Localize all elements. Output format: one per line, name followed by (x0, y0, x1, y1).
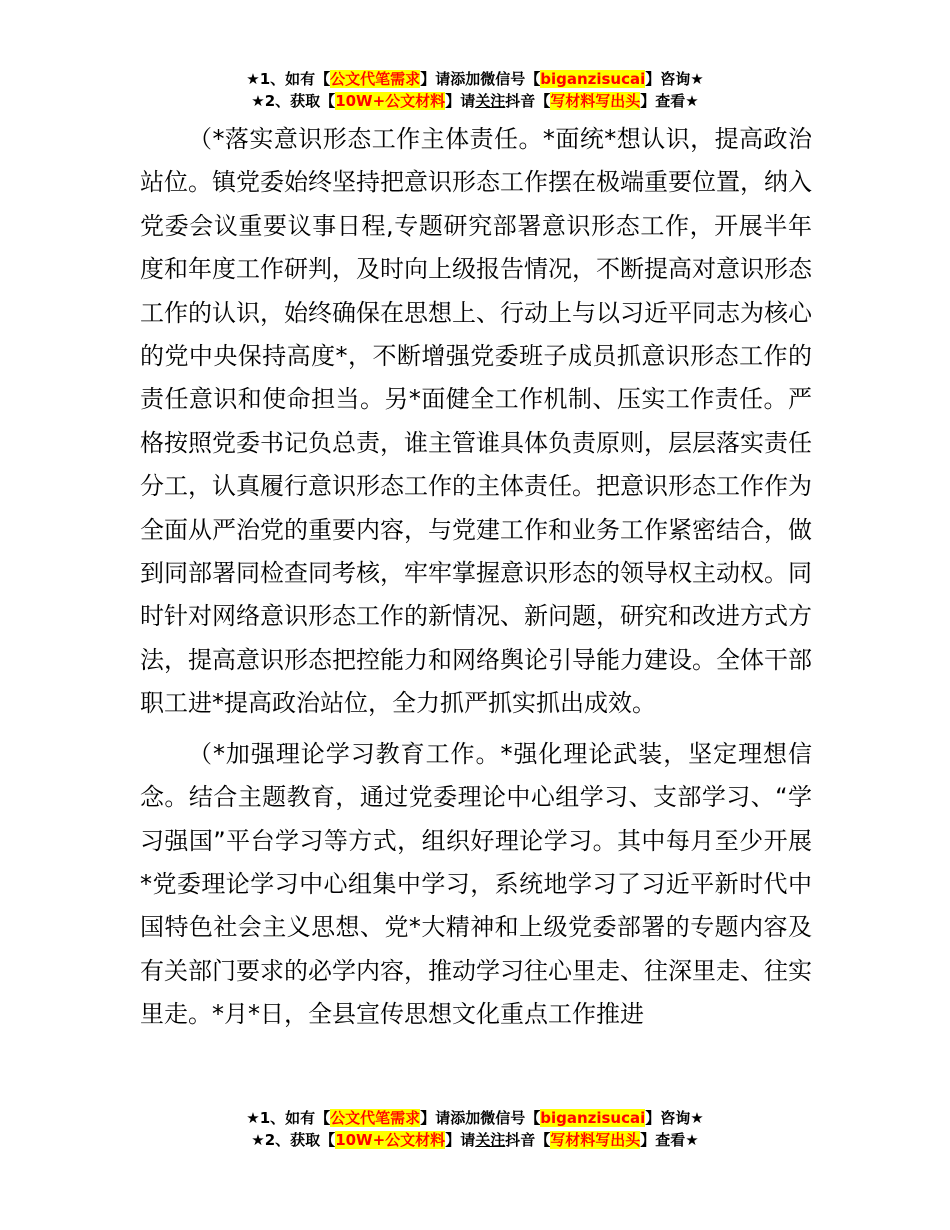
highlight-ghostwriting: 公文代笔需求 (330, 70, 421, 88)
header-banner-line-2 (0, 90, 950, 112)
highlight-ghostwriting: 公文代笔需求 (330, 1109, 421, 1127)
banner-text: 抖音【 (505, 1131, 551, 1149)
banner-text: 】查看★ (640, 92, 699, 110)
highlight-materials: 10W+公文材料 (335, 1131, 446, 1149)
banner-text: 】咨询★ (645, 70, 704, 88)
highlight-wechat-id: biganzisucai (540, 1109, 646, 1127)
header-banner (0, 68, 950, 112)
banner-text: 】请添加微信号【 (420, 70, 541, 88)
paragraph-ideology-responsibility: （*落实意识形态工作主体责任。*面统*想认识，提高政治站位。镇党委始终坚持把意识形态工作摆在极端重要位置，纳入党委会议重要议事日程,专题研究部署意识形态工作，开展半年度和年度工作研判，及时向上级报告情况，不断提高对意识形态工作的认识，始终确保在思想上、行动上与以习近平同志为核心的党中央保持高度*，不断增强党委班子成员抓意识形态工作的责任意识和使命担当。另*面健全工作机制、压实工作责任。严格按照党委书记负总责，谁主管谁具体负责原则，层层落实责任分工，认真履行意识形态工作的主体责任。把意识形态工作作为全面从严治党的重要内容，与党建工作和业务工作紧密结合，做到同部署同检查同考核，牢牢掌握意识形态的领导权主动权。同时针对网络意识形态工作的新情况、新问题，研究和改进方式方法，提高意识形态把控能力和网络舆论引导能力建设。全体干部职工进*提高政治站位，全力抓严抓实抓出成效。 (140, 125, 812, 718)
banner-text: 】请 (445, 1131, 476, 1149)
banner-text: ★2、获取【 (251, 1131, 336, 1149)
banner-text: 】请 (445, 92, 476, 110)
footer-banner-line-2 (0, 1129, 950, 1151)
highlight-douyin-account: 写材料写出头 (550, 92, 641, 110)
highlight-wechat-id: biganzisucai (540, 70, 646, 88)
banner-text: ★2、获取【 (251, 92, 336, 110)
paragraph-theory-study: （*加强理论学习教育工作。*强化理论武装，坚定理想信念。结合主题教育，通过党委理论中心组学习、支部学习、“学习强国”平台学习等方式，组织好理论学习。其中每月至少开展*党委理论学习中心组集中学习，系统地学习了习近平新时代中国特色社会主义思想、党*大精神和上级党委部署的专题内容及有关部门要求的必学内容，推动学习往心里走、往深里走、往实里走。*月*日，全县宣传思想文化重点工作推进 (140, 739, 812, 1029)
footer-banner (0, 1107, 950, 1151)
highlight-materials: 10W+公文材料 (335, 92, 446, 110)
footer-banner-line-1 (0, 1107, 950, 1129)
header-banner-line-1 (0, 68, 950, 90)
banner-text: 】请添加微信号【 (420, 1109, 541, 1127)
banner-text: 】咨询★ (645, 1109, 704, 1127)
highlight-douyin-account: 写材料写出头 (550, 1131, 641, 1149)
document-body (140, 118, 812, 1037)
underlined-follow: 关注 (475, 92, 506, 110)
underlined-follow: 关注 (475, 1131, 506, 1149)
banner-text: 抖音【 (505, 92, 551, 110)
banner-text: ★1、如有【 (246, 1109, 331, 1127)
banner-text: ★1、如有【 (246, 70, 331, 88)
banner-text: 】查看★ (640, 1131, 699, 1149)
